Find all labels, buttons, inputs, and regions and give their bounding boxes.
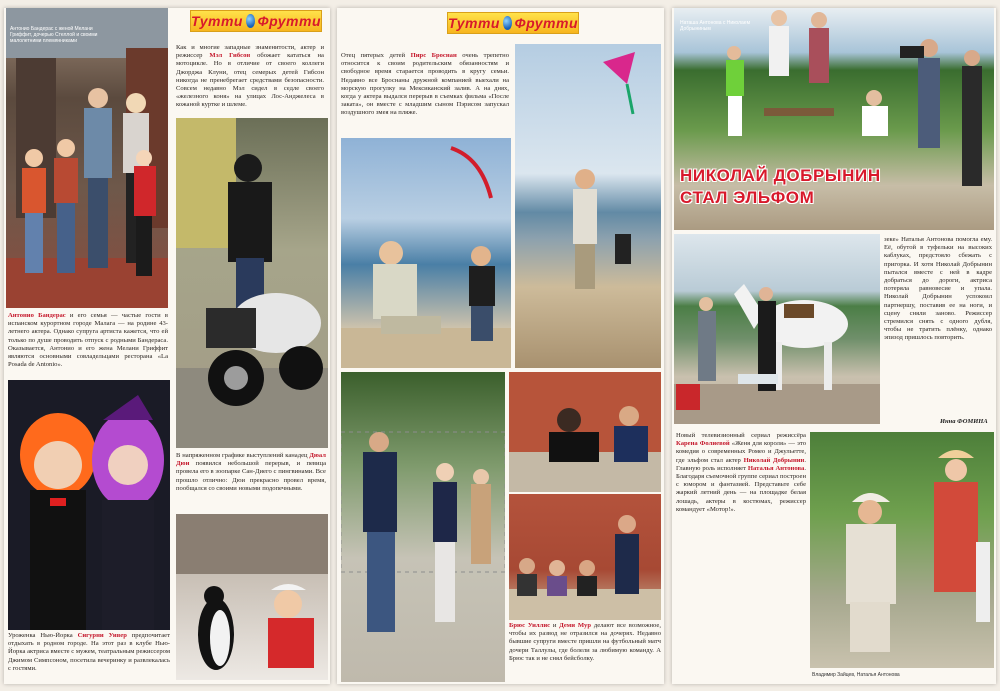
photo-moore-bench — [509, 372, 661, 492]
article-duvall: В напряженном графике выступлений канадец Дюал Дюи появился небольшой перерыв, и певица провела его в зоопарке Сан-Диего с пингвинами. Все прошло отлично: Дюи прекрасно провел время, пообщался со своими новыми подопечными. — [176, 452, 326, 492]
illustration-costume-wigs — [8, 380, 170, 630]
article-dobrynin-main — [676, 432, 806, 682]
highlighted-name: Антонио Бандерас — [8, 312, 66, 319]
logo-word-left: Тутти — [448, 15, 500, 31]
highlighted-name: Мэл Гибсон — [209, 52, 251, 60]
photo-dobrynin-set — [674, 8, 994, 230]
illustration-beach-kite — [341, 138, 511, 368]
illustration-motorcycle — [176, 118, 328, 448]
photo-penguin-zoo — [176, 514, 328, 680]
photo-banderas-family — [6, 8, 168, 308]
photo-white-horse — [674, 234, 880, 424]
rubric-logo — [190, 10, 322, 32]
article-gibson: Как и многие западные знаменитости, актер и режиссер Мэл Гибсон обожает кататься на мотоцикле. Но в отличие от своего коллеги Джорджа Клуни, отец семерых детей Гибсон никогда не пренебрегает средствами безопасности. Совсем недавно Мэл сидел в седле своего «железного коня» на улицах Лос-Анджелеса в кожаной куртке и шлеме. — [176, 44, 324, 109]
globe-icon — [503, 16, 512, 30]
magazine-page-middle — [337, 8, 664, 684]
article-banderas: Антонио Бандерас и его семья — частые гости в испанском курортном городе Малага — на родине 43-летнего актера. Однако супруга артиста кажется, что ей только по душе проводить отпуск с родными Бандераса. Оказывается, Антонио и его жена Мелани Гриффит являются основными совладельцами ресторана «La Posada de Antonio». — [8, 312, 168, 369]
photo-credit: Наташа Антонова с Николаем Добрыниным — [680, 20, 751, 32]
logo-word-right: Фрутти — [514, 15, 578, 31]
headline-line1: НИКОЛАЙ ДОБРЫНИН — [680, 166, 881, 185]
logo-word-right: Фрутти — [257, 13, 321, 29]
highlighted-name: Деми Мур — [559, 622, 592, 629]
magazine-page-left — [4, 8, 330, 684]
article-weaver: Уроженка Нью-Йорка Сигурни Уивер предпочитает отдыхать в родном городе. На этот раз в клубе Нью-Йорка актриса вместе с мужем, театральным режиссером Джимом Симпсоном, посетила вечеринку и развлекалась с гостями. — [8, 632, 170, 672]
illustration-family-street — [6, 8, 168, 308]
rubric-logo — [447, 12, 579, 34]
magazine-page-right — [672, 8, 996, 684]
bottom-photo-credit: Владимир Зайцев, Наталья Антонова — [812, 672, 900, 678]
illustration-kite-flyer — [515, 44, 661, 368]
illustration-suit-couple — [810, 432, 994, 668]
highlighted-name: Сигурни Уивер — [77, 632, 127, 639]
article-main-text: Новый телевизионный сериал режиссёра Карена Фолиевой «Женя для короля» — это комедия о современных Ромео и Джульетте, где эльфом стал актер Николай Добрынин. Главную роль исполняет Наталья Антонова. Благодаря съемочной группе сериал построен с юмором и фантазией. Представьте себе жаркий летний день — на площадке белая лошадь, актеры в костюмах, режиссер командует «Мотор!». — [676, 432, 806, 513]
photo-willis-court — [341, 372, 505, 682]
photo-gibson-motorcycle — [176, 118, 328, 448]
illustration-bench-group — [509, 372, 661, 492]
highlighted-name: Карена Фолиевой — [676, 440, 730, 448]
highlighted-name: Николай Добрынин — [743, 456, 805, 464]
article-willis: Брюс Уиллис и Деми Мур делают все возможное, чтобы их развод не отразился на дочерях. Недавно бывшие супруги вместе пришли на футбольный матч дочери Таллулы, где болели за любимую команду. А Брюс так и не снял бейсболку. — [509, 622, 661, 662]
highlighted-name: Брюс Уиллис — [509, 622, 551, 629]
highlighted-name: Наталья Антонова — [747, 464, 805, 472]
photo-credit: Антонио Бандерас с женой Мелани Гриффит, дочерью Стеллой и своими малолетними племянниками — [10, 26, 98, 44]
headline-line2: СТАЛ ЭЛЬФОМ — [680, 188, 815, 207]
illustration-walkers — [341, 372, 505, 682]
photo-weaver-party — [8, 380, 170, 630]
photo-dobrynin-white-suit — [810, 432, 994, 668]
highlighted-name: Пирс Броснан — [410, 52, 457, 59]
highlighted-name: Дюал Дюи — [176, 452, 326, 468]
author-signature: Инна ФОМИНА — [940, 418, 988, 425]
illustration-sitting-group — [509, 494, 661, 620]
photo-willis-family — [509, 494, 661, 620]
logo-word-left: Тутти — [191, 13, 243, 29]
illustration-horse — [674, 234, 880, 424]
article-dobrynin-right: зеке» Наталья Антонова помогла ему. Её, обутой в туфельки на высоких каблуках, предстояло сбежать с пригорка. И хотя Николай Добрынин пытался вместе с ней в кадре добраться до дороги, актриса потеряла равновесие и упала. Николай Добрынин успокоил партнершу, поставив ее на ноги, и сцену сняли заново. Режиссер стремился снять с одного дубля, чтобы не тратить плёнку, однако эпизод пришлось повторить. — [884, 236, 992, 342]
photo-brosnan-kite — [515, 44, 661, 368]
photo-brosnan-beach — [341, 138, 511, 368]
article-brosnan: Отец пятерых детей Пирс Броснан очень трепетно относится к своим родительским обязанностям и свободное время старается проводить в кругу семьи. Недавно все Броснаны дружной компанией выехали на морскую прогулку на Мексиканский залив. А на днях, когда у актера выдался перерыв в съемках фильма «После заката», он вместе с младшим сыном Пэрисом запускал воздушного змея на пляже. — [341, 52, 509, 117]
globe-icon — [246, 14, 255, 28]
illustration-penguin — [176, 514, 328, 680]
